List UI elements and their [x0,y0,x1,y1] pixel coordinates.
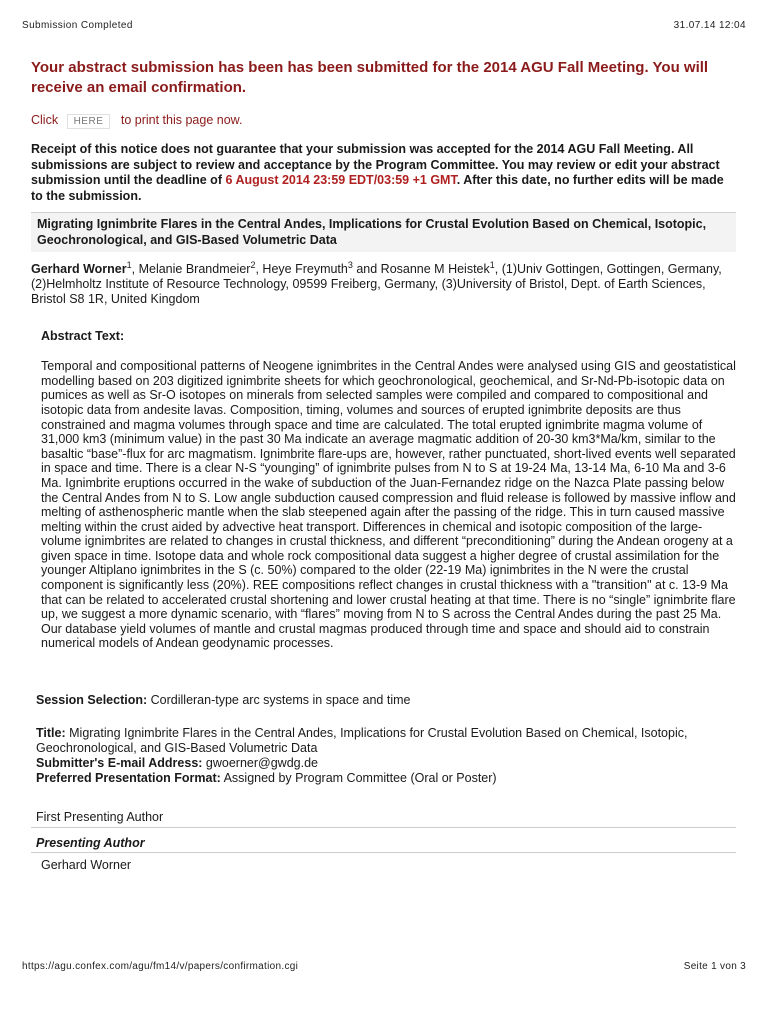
notice-text: Receipt of this notice does not guarantee that your submission was accepted for the 2014 AGU Fall Meeting. All submissions are subject to review and acceptance by the Program Committee. You may review or edit your abstract submission until the deadline of [31,142,720,187]
abstract-text: Temporal and compositional patterns of Neogene ignimbrites in the Central Andes were analysed using GIS and geostatistical modelling based on 203 digitized ignimbrite sheets for which geochronological, geochemical, and Sr-Nd-Pb-isotopic data on pumices as well as Sr-O isotopes on minerals from selected samples were compiled and compared to compositional and isotopic data from andesite lavas. Composition, timing, volumes and sources of erupted ignimbrite deposits are thus constrained and magma volumes through space and time are calculated. The total erupted ignimbrite magma volume of 31,000 km3 (minimum value) in the past 30 Ma indicate an average magmatic addition of 20-30 km3*Ma/km, similar to the basaltic “base”-flux for arc magmatism. Ignimbrite flare-ups are, however, rather punctuated, short-lived events well separated in space and time. There is a clear N-S “younging” of ignimbrite pulses from N to S at 19-24 Ma, 13-14 Ma, 6-10 Ma and 3-6 Ma. Ignimbrite eruptions occurred in the wake of subduction of the Juan-Fernandez ridge on the Nazca Plate passing below the Central Andes from N to S. Low angle subduction caused compression and fluid release is followed by massive inflow and melting of asthenospheric mantle when the slab steepened again after the passing of the ridge. This in turn caused massive melting within the crust aided by advective heat transport. Differences in chemical and isotopic composition of the large-volume ignimbrites are related to changes in crustal thickness, and different “preconditioning” during the Andean orogeny at a given space in time. Isotope data and whole rock compositional data suggest a higher degree of crustal assimilation for the younger Altiplano ignimbrites in the S (c. 50%) compared to the older (22-19 Ma) ignimbrites in the N were the crustal component is significantly less (20%). REE compositions reflect changes in crustal thickness with a "transition" at c. 13-9 Ma that can be related to accelerated crustal shortening and lower crustal heating at that time. There is no “single” ignimbrite flare up, we suggest a more dynamic scenario, with “flares” moving from N to S across the Central Andes during the past 25 Ma. Our database yield volumes of mantle and crustal magmas produced through time and space and should aid to constrain numerical models of Andean geodynamic processes. [41,359,736,651]
title-value: Migrating Ignimbrite Flares in the Central Andes, Implications for Crustal Evolution Based on Chemical, Isotopic, Geochronological, and GIS-Based Volumetric Data [36,726,688,756]
author-list [31,258,736,307]
first-presenting-author-header: First Presenting Author [31,804,736,828]
affiliation-number: 1 [489,260,495,270]
affiliation-number: 3 [347,260,353,270]
format-value: Assigned by Program Committee (Oral or Poster) [223,771,497,786]
author-name: , Heye Freymuth [255,262,348,277]
presentation-format-field [36,771,736,786]
click-suffix: to print this page now. [120,113,243,127]
deadline-date: 6 August 2014 23:59 EDT/03:59 +1 GMT [225,173,457,187]
notice-text-after: . After this date, no further edits will be made to the submission. [31,173,724,203]
print-datetime: 31.07.14 12:04 [673,20,746,31]
affiliation-number: 1 [126,260,132,270]
page-url: https://agu.confex.com/agu/fm14/v/papers/confirmation.cgi [22,961,299,972]
print-page-title: Submission Completed [22,20,133,31]
print-header [22,20,746,34]
session-value: Cordilleran-type arc systems in space and time [150,693,411,708]
affiliation-number: 2 [250,260,256,270]
affiliations: , (1)Univ Gottingen, Gottingen, Germany, (2)Helmholtz Institute of Resource Technology, 09599 Freiberg, Germany, (3)University of Bristol, Dept. of Earth Sciences, Bristol S8 1R, United Kingdom [31,262,722,307]
presenting-author-header: Presenting Author [31,828,736,853]
title-field [36,726,736,756]
title-label: Title: [36,726,66,741]
page-number: Seite 1 von 3 [683,961,746,972]
print-here-link[interactable]: HERE [67,114,111,129]
presenter-name: Gerhard Worner [41,858,132,873]
confirmation-headline: Your abstract submission has been has been submitted for the 2014 AGU Fall Meeting. You will receive an email confirmation. [31,59,709,96]
email-field [36,756,736,771]
print-instruction [31,113,736,129]
author-name: Gerhard Worner [31,262,127,277]
author-name: and Rosanne M Heistek [352,262,490,277]
abstract-heading: Abstract Text: [41,329,125,344]
abstract-section [41,329,736,651]
click-prefix: Click [31,113,59,127]
session-selection [36,693,736,708]
format-label: Preferred Presentation Format: [36,771,221,786]
print-footer [22,961,746,975]
author-name: , Melanie Brandmeier [131,262,251,277]
confirmation-page [31,58,736,946]
paper-title: Migrating Ignimbrite Flares in the Central Andes, Implications for Crustal Evolution Based on Chemical, Isotopic, Geochronological, and GIS-Based Volumetric Data [31,212,736,252]
email-value: gwoerner@gwdg.de [205,756,318,771]
email-label: Submitter's E-mail Address: [36,756,203,771]
acceptance-notice [31,142,736,204]
session-label: Session Selection: [36,693,148,708]
